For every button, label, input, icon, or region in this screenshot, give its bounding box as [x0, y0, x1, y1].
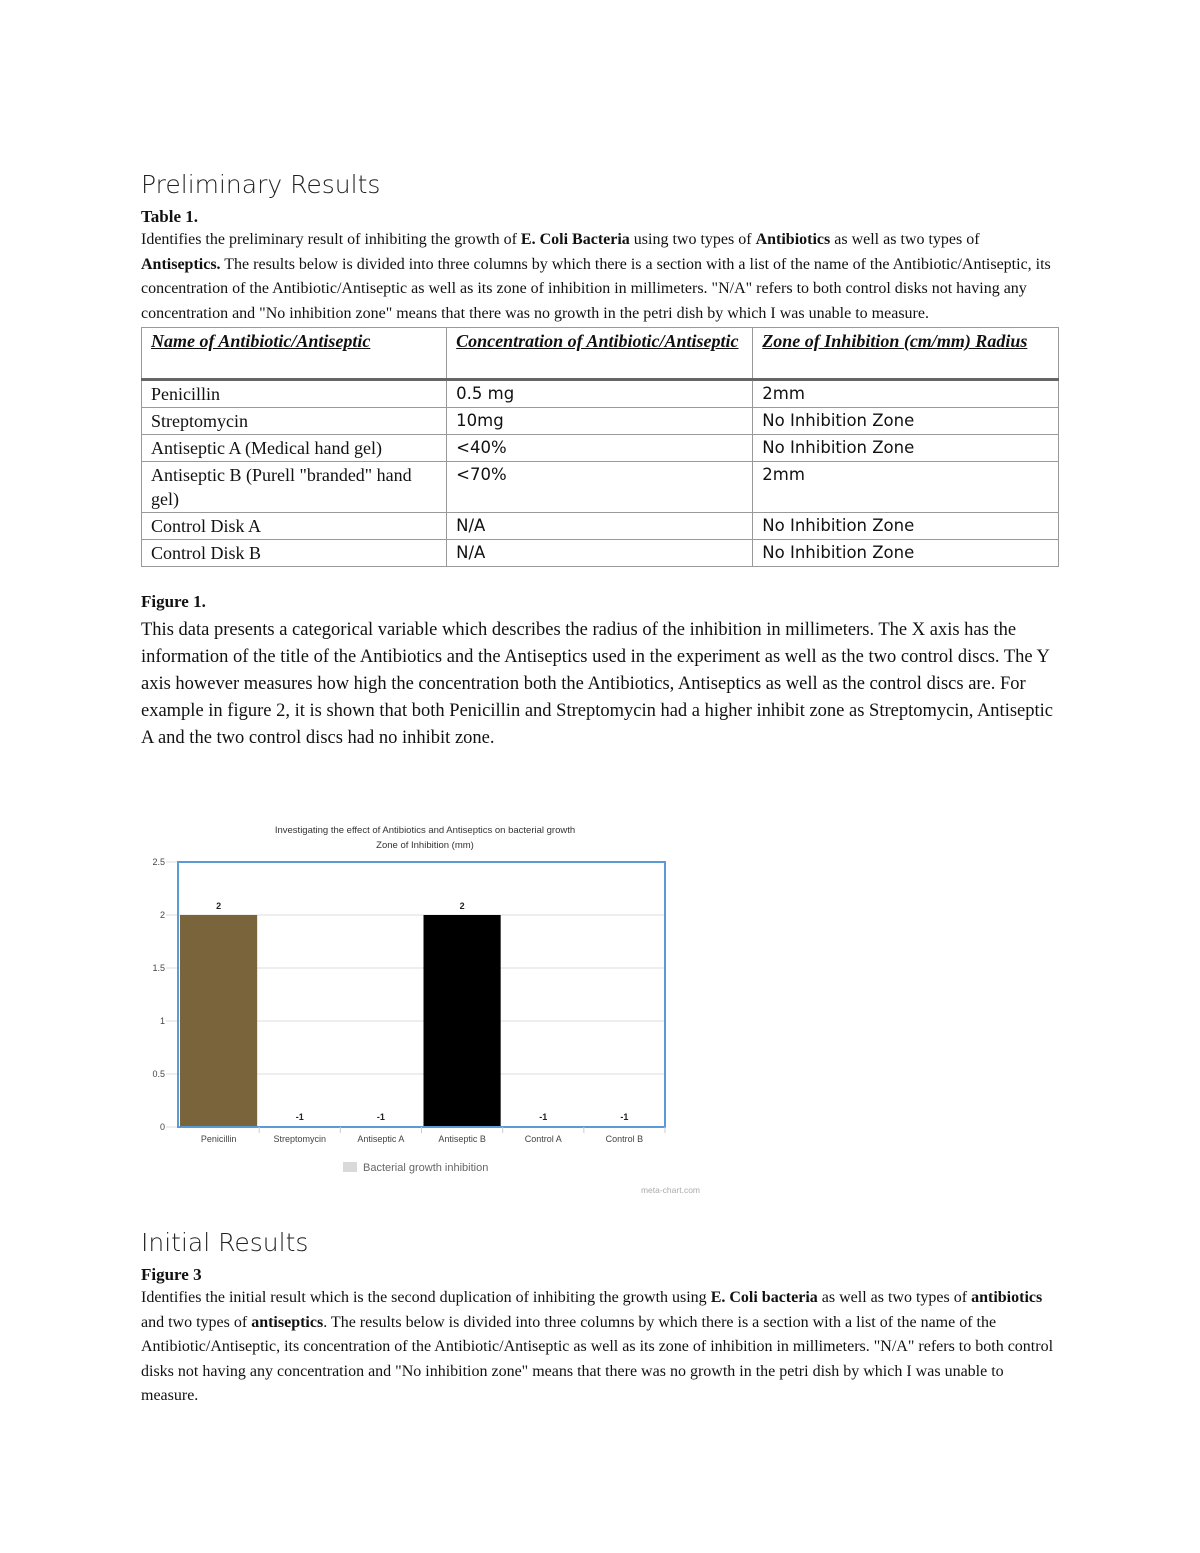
cell-name: Control Disk B	[142, 540, 447, 567]
cell-concentration: 10mg	[447, 408, 753, 435]
table-row	[142, 408, 1059, 435]
x-tick-label: Streptomycin	[273, 1134, 327, 1144]
bar-value-label: -1	[539, 1112, 548, 1122]
header-name: Name of Antibiotic/Antiseptic	[142, 328, 447, 380]
y-tick-label: 1	[159, 1016, 165, 1026]
cell-name: Penicillin	[142, 380, 447, 408]
bar	[180, 915, 257, 1127]
bar-value-label: -1	[376, 1112, 385, 1122]
cell-name: Antiseptic A (Medical hand gel)	[142, 435, 447, 462]
table-1-description: Identifies the preliminary result of inhibiting the growth of E. Coli Bacteria using two types of Antibiotics as well as two types of Antiseptics. The results below is divided into three columns by which there is a section with a list of the name of the Antibiotic/Antiseptic, its concentration of the Antibiotic/Antiseptic as well as its zone of inhibition in millimeters. "N/A" refers to both control disks not having any concentration and "No inhibition zone" means that there was no growth in the petri dish by which I was unable to measure.	[141, 231, 1051, 322]
chart-title: Investigating the effect of Antibiotics and Antiseptics on bacterial growth	[274, 825, 576, 836]
cell-concentration: 0.5 mg	[447, 380, 753, 408]
cell-zone: No Inhibition Zone	[753, 435, 1059, 462]
y-tick-label: 2.5	[152, 857, 165, 867]
bar-value-label: 2	[216, 901, 222, 911]
table-1-label: Table 1.	[141, 207, 199, 226]
chart-svg	[141, 815, 721, 1205]
legend-swatch	[343, 1162, 357, 1172]
initial-results-heading: Initial Results	[141, 1228, 309, 1257]
legend-label: Bacterial growth inhibition	[363, 1162, 489, 1174]
y-tick-label: 0.5	[152, 1069, 165, 1079]
header-concentration: Concentration of Antibiotic/Antiseptic	[447, 328, 753, 380]
x-tick-label: Antiseptic A	[357, 1134, 405, 1144]
cell-name: Antiseptic B (Purell "branded" hand gel)	[142, 462, 447, 513]
cell-zone: No Inhibition Zone	[753, 513, 1059, 540]
table-header-row	[142, 328, 1059, 380]
chart-data-labels	[216, 901, 628, 1122]
x-tick-label: Control A	[524, 1134, 562, 1144]
cell-name: Control Disk A	[142, 513, 447, 540]
table-row	[142, 462, 1059, 513]
chart-x-axis	[201, 1127, 665, 1144]
bar	[424, 915, 501, 1127]
figure-1-label: Figure 1.	[141, 592, 206, 612]
cell-concentration: <70%	[447, 462, 753, 513]
y-tick-label: 0	[159, 1122, 165, 1132]
table-row	[142, 513, 1059, 540]
cell-name: Streptomycin	[142, 408, 447, 435]
initial-results-section	[141, 1228, 1059, 1409]
y-tick-label: 1.5	[152, 963, 165, 973]
x-tick-label: Control B	[605, 1134, 644, 1144]
table-row	[142, 540, 1059, 567]
table-row	[142, 380, 1059, 408]
figure-3-label: Figure 3	[141, 1265, 202, 1284]
x-tick-label: Penicillin	[200, 1134, 237, 1144]
chart-watermark: meta-chart.com	[640, 1185, 700, 1195]
cell-zone: No Inhibition Zone	[753, 540, 1059, 567]
chart-subtitle: Zone of Inhibition (mm)	[376, 840, 474, 851]
figure-3-description: Identifies the initial result which is the second duplication of inhibiting the growth using E. Coli bacteria as well as two types of antibiotics and two types of antiseptics. The results below is divided into three columns by which there is a section with a list of the name of the Antibiotic/Antiseptic, its concentration of the Antibiotic/Antiseptic as well as its zone of inhibition in millimeters. "N/A" refers to both control disks not having any concentration and "No inhibition zone" means that there was no growth in the petri dish by which I was unable to measure.	[141, 1289, 1054, 1405]
bar-value-label: 2	[459, 901, 465, 911]
preliminary-results-heading: Preliminary Results	[141, 170, 381, 199]
figure-1-description: This data presents a categorical variable which describes the radius of the inhibition in millimeters. The X axis has the information of the title of the Antibiotics and the Antiseptics used in the experiment as well as the two control discs. The Y axis however measures how high the concentration both the Antibiotics, Antiseptics as well as the control discs are. For example in figure 2, it is shown that both Penicillin and Streptomycin had a higher inhibit zone as Streptomycin, Antiseptic A and the two control discs had no inhibit zone.	[141, 620, 1053, 748]
cell-zone: No Inhibition Zone	[753, 408, 1059, 435]
cell-concentration: N/A	[447, 513, 753, 540]
inhibition-bar-chart	[141, 815, 721, 1205]
chart-y-axis	[152, 857, 165, 1132]
cell-concentration: N/A	[447, 540, 753, 567]
table-row	[142, 435, 1059, 462]
header-zone: Zone of Inhibition (cm/mm) Radius	[753, 328, 1059, 380]
bar-value-label: -1	[620, 1112, 629, 1122]
cell-zone: 2mm	[753, 380, 1059, 408]
preliminary-results-section	[141, 170, 1059, 751]
results-table	[141, 327, 1059, 567]
y-tick-label: 2	[159, 910, 165, 920]
cell-zone: 2mm	[753, 462, 1059, 513]
x-tick-label: Antiseptic B	[438, 1134, 486, 1144]
bar-value-label: -1	[295, 1112, 304, 1122]
cell-concentration: <40%	[447, 435, 753, 462]
